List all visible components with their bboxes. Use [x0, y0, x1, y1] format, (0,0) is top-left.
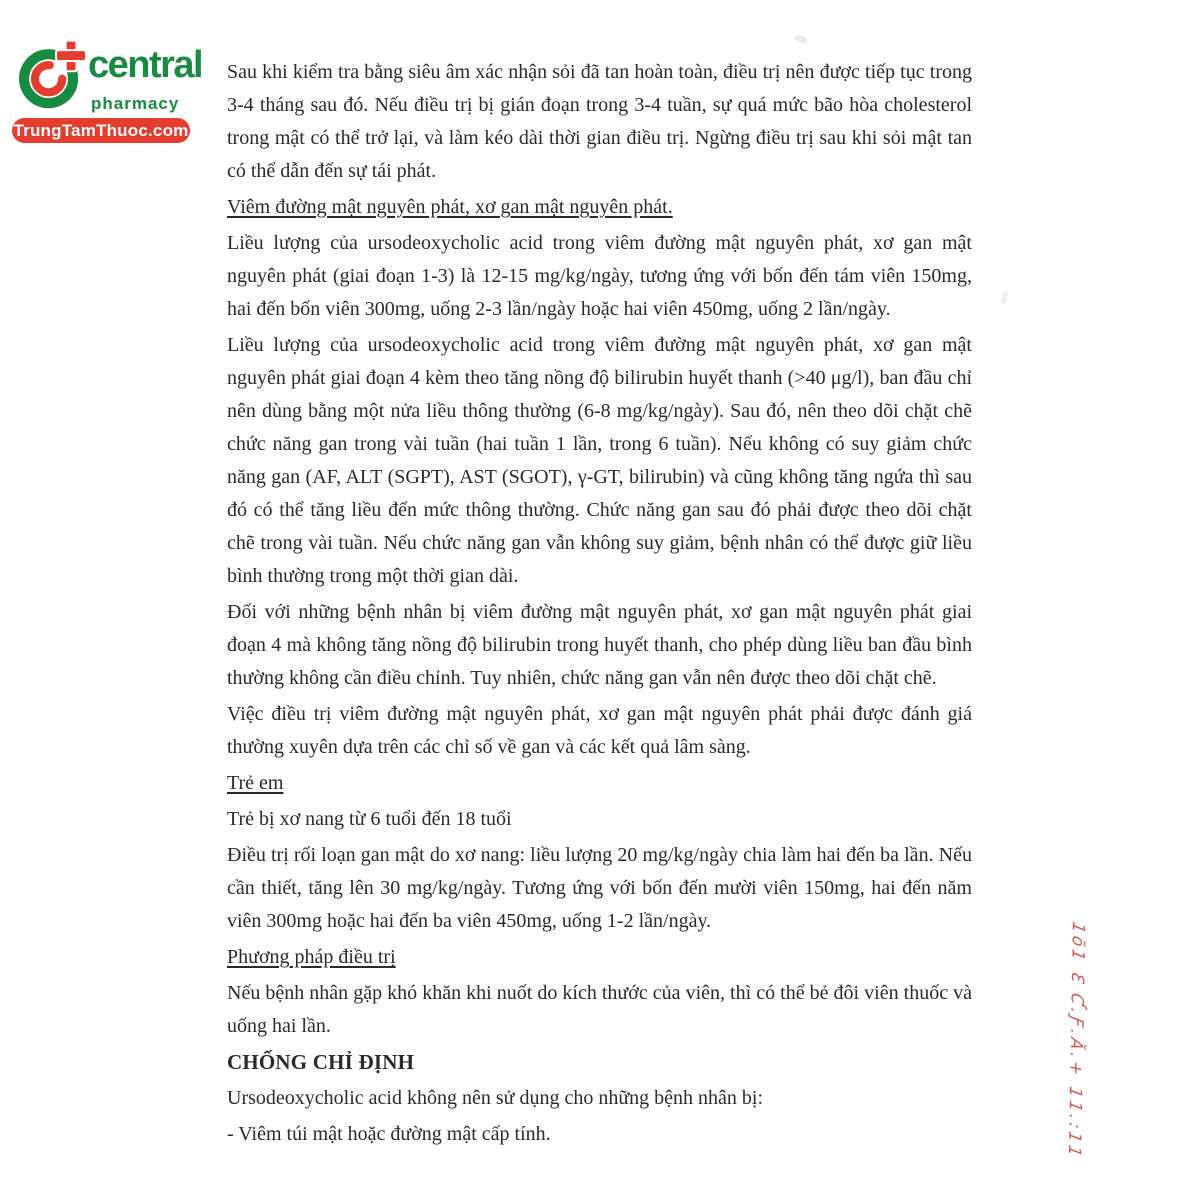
subsection-heading: Phương pháp điều trị [227, 946, 396, 968]
body-paragraph: Ursodeoxycholic acid không nên sử dụng cho những bệnh nhân bị: [227, 1087, 764, 1109]
body-paragraph: Nếu bệnh nhân gặp khó khăn khi nuốt do kích thước của viên, thì có thể bẻ đôi viên thuốc và uống hai lần. [227, 982, 972, 1037]
body-paragraph: Điều trị rối loạn gan mật do xơ nang: liều lượng 20 mg/kg/ngày chia làm hai đến ba lần. Nếu cần thiết, tăng lên 30 mg/kg/ngày. Tương ứng với bốn đến mười viên 150mg, hai đến năm viên 300mg hoặc hai đến ba viên 450mg, uống 1-2 lần/ngày. [227, 844, 972, 932]
body-paragraph: Sau khi kiểm tra bằng siêu âm xác nhận sỏi đã tan hoàn toàn, điều trị nên được tiếp tục trong 3-4 tháng sau đó. Nếu điều trị bị gián đoạn trong 3-4 tuần, sự quá mức bão hòa cholesterol trong mật có thể trở lại, và làm kéo dài thời gian điều trị. Ngừng điều trị sau khi sỏi mật tan có thể dẫn đến sự tái phát. [227, 61, 972, 182]
scan-artifact [794, 34, 807, 44]
brand-subtitle: pharmacy [91, 94, 180, 113]
body-paragraph: Liều lượng của ursodeoxycholic acid trong viêm đường mật nguyên phát, xơ gan mật nguyên phát (giai đoạn 1-3) là 12-15 mg/kg/ngày, tương ứng với bốn đến tám viên 150mg, hai đến bốn viên 300mg, uống 2-3 lần/ngày hoặc hai viên 450mg, uống 2 lần/ngày. [227, 232, 972, 320]
list-item: - Viêm túi mật hoặc đường mật cấp tính. [227, 1123, 551, 1145]
pharmacy-c-plus-icon [18, 40, 86, 112]
subsection-heading: Trẻ em [227, 772, 284, 794]
brand-name: central [88, 44, 203, 86]
body-paragraph: Đối với những bệnh nhân bị viêm đường mật nguyên phát, xơ gan mật nguyên phát giai đoạn 4 mà không tăng nồng độ bilirubin trong huyết thanh, cho phép dùng liều ban đầu bình thường không cần điều chỉnh. Tuy nhiên, chức năng gan vẫn nên được theo dõi chặt chẽ. [227, 601, 972, 689]
subsection-heading: Viêm đường mật nguyên phát, xơ gan mật nguyên phát. [227, 196, 673, 218]
leaflet-text-column [227, 56, 972, 1154]
section-heading: CHỐNG CHỈ ĐỊNH [227, 1050, 415, 1074]
scan-artifact [1001, 292, 1009, 305]
central-pharmacy-logo [12, 34, 212, 144]
website-badge: TrungTamThuoc.com [12, 118, 190, 143]
body-paragraph: Việc điều trị viêm đường mật nguyên phát, xơ gan mật nguyên phát phải được đánh giá thường xuyên dựa trên các chỉ số về gan và các kết quả lâm sàng. [227, 703, 972, 758]
body-paragraph: Liều lượng của ursodeoxycholic acid trong viêm đường mật nguyên phát, xơ gan mật nguyên phát giai đoạn 4 kèm theo tăng nồng độ bilirubin huyết thanh (>40 μg/l), ban đầu chỉ nên dùng bằng một nửa liều thông thường (6-8 mg/kg/ngày). Sau đó, nên theo dõi chặt chẽ chức năng gan trong vài tuần (hai tuần 1 lần, trong 6 tuần). Nếu không có suy giảm chức năng gan (AF, ALT (SGPT), AST (SGOT), γ-GT, bilirubin) và cũng không tăng ngứa thì sau đó có thể tăng liều đến mức thông thường. Chức năng gan sau đó phải được theo dõi chặt chẽ trong vài tuần. Nếu chức năng gan vẫn không suy giảm, bệnh nhân có thể được giữ liều bình thường trong một thời gian dài. [227, 334, 972, 587]
body-paragraph: Trẻ bị xơ nang từ 6 tuổi đến 18 tuổi [227, 808, 512, 830]
handwritten-annotation: 1ŏ1 Ɛ Ƈ.Ƒ.Ă.+ 11.:11 [1063, 920, 1088, 1162]
